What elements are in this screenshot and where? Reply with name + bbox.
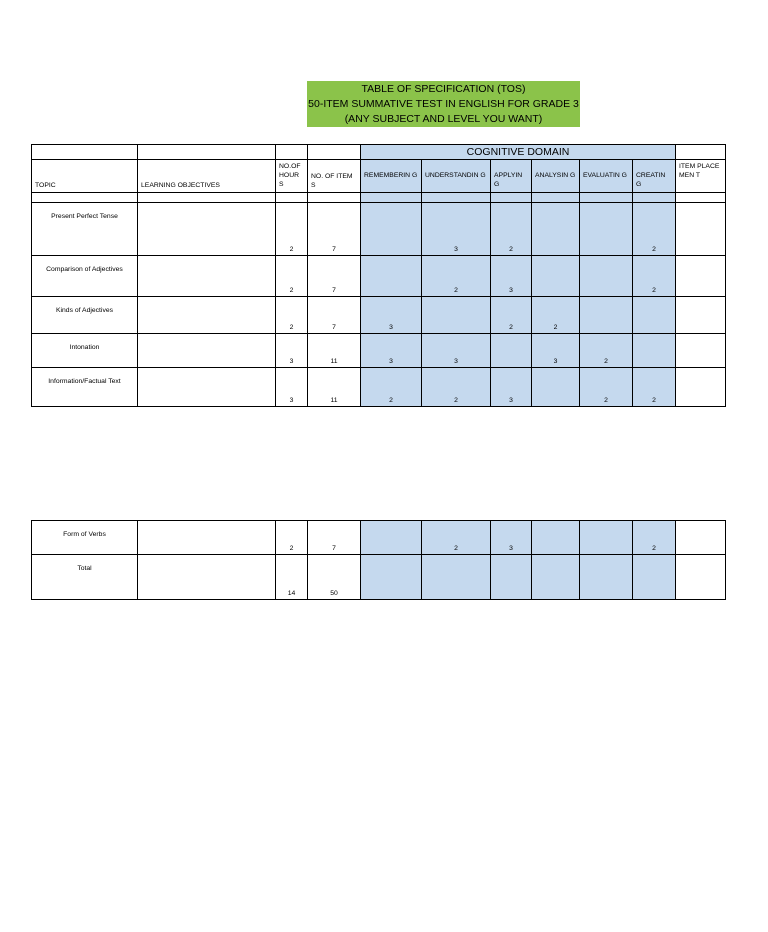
items-cell: 11 [308,368,361,407]
evaluating-cell [580,521,633,555]
items-cell: 7 [308,297,361,334]
table-row [32,203,726,256]
analysing-header: ANALYSIN G [532,160,580,193]
header-blank-cell [308,145,361,160]
evaluating-header: EVALUATIN G [580,160,633,193]
understanding-cell: 2 [422,368,491,407]
spacer-cell [633,193,676,203]
title-line-1: TABLE OF SPECIFICATION (TOS) [361,82,526,95]
hours-cell: 2 [276,521,308,555]
topic-cell: Information/Factual Text [32,368,138,407]
remembering-cell: 3 [361,334,422,368]
applying-header: APPLYIN G [491,160,532,193]
understanding-cell: 2 [422,256,491,297]
objective-cell [138,297,276,334]
remembering-cell: 3 [361,297,422,334]
remembering-cell [361,521,422,555]
objective-cell [138,555,276,600]
item-placement-header: ITEM PLACEMEN T [676,160,726,193]
understanding-header: UNDERSTANDIN G [422,160,491,193]
applying-cell: 3 [491,521,532,555]
creating-header: CREATIN G [633,160,676,193]
evaluating-cell [580,297,633,334]
creating-cell [633,555,676,600]
tos-table-continued [31,520,726,600]
hours-header: NO.OF HOUR S [276,160,308,193]
remembering-header: REMEMBERIN G [361,160,422,193]
understanding-cell: 3 [422,203,491,256]
header-blank-cell [276,145,308,160]
remembering-cell [361,256,422,297]
spacer-cell [361,193,422,203]
items-header: NO. OF ITEMS [308,160,361,193]
analysing-cell: 2 [532,297,580,334]
evaluating-cell [580,203,633,256]
objective-cell [138,368,276,407]
spacer-cell [580,193,633,203]
analysing-cell [532,203,580,256]
spacer-cell [532,193,580,203]
objective-cell [138,521,276,555]
spacer-cell [676,193,726,203]
spacer-cell [491,193,532,203]
item-placement-cell [676,297,726,334]
creating-cell [633,334,676,368]
title-line-3: (ANY SUBJECT AND LEVEL YOU WANT) [344,112,543,125]
header-blank-cell [676,145,726,160]
applying-cell [491,334,532,368]
learning-objectives-header: LEARNING OBJECTIVES [138,160,276,193]
item-placement-cell [676,555,726,600]
analysing-cell [532,256,580,297]
spacer-cell [32,193,138,203]
spacer-cell [422,193,491,203]
evaluating-cell [580,256,633,297]
topic-cell: Comparison of Adjectives [32,256,138,297]
analysing-cell [532,555,580,600]
item-placement-cell [676,521,726,555]
understanding-cell: 2 [422,521,491,555]
table-row [32,334,726,368]
spacer-cell [308,193,361,203]
header-blank-cell [32,145,138,160]
creating-cell: 2 [633,256,676,297]
understanding-cell [422,297,491,334]
objective-cell [138,256,276,297]
topic-cell: Total [32,555,138,600]
applying-cell: 2 [491,203,532,256]
items-cell: 7 [308,256,361,297]
table-row [32,555,726,600]
applying-cell [491,555,532,600]
hours-cell: 14 [276,555,308,600]
tos-table [31,144,726,407]
applying-cell: 3 [491,256,532,297]
objective-cell [138,203,276,256]
remembering-cell: 2 [361,368,422,407]
applying-cell: 3 [491,368,532,407]
table-row [32,256,726,297]
remembering-cell [361,203,422,256]
items-cell: 50 [308,555,361,600]
evaluating-cell: 2 [580,334,633,368]
cognitive-domain-header: COGNITIVE DOMAIN [361,145,676,160]
understanding-cell [422,555,491,600]
items-cell: 7 [308,203,361,256]
creating-cell: 2 [633,521,676,555]
table-row [32,521,726,555]
item-placement-cell [676,334,726,368]
topic-header: TOPIC [32,160,138,193]
hours-cell: 3 [276,368,308,407]
item-placement-cell [676,203,726,256]
item-placement-cell [676,368,726,407]
evaluating-cell: 2 [580,368,633,407]
table-row [32,297,726,334]
topic-cell: Present Perfect Tense [32,203,138,256]
hours-cell: 2 [276,297,308,334]
title-box [307,81,580,127]
applying-cell: 2 [491,297,532,334]
items-cell: 11 [308,334,361,368]
creating-cell [633,297,676,334]
topic-cell: Form of Verbs [32,521,138,555]
hours-cell: 2 [276,203,308,256]
objective-cell [138,334,276,368]
spacer-cell [138,193,276,203]
creating-cell: 2 [633,203,676,256]
hours-cell: 3 [276,334,308,368]
analysing-cell [532,368,580,407]
evaluating-cell [580,555,633,600]
topic-cell: Intonation [32,334,138,368]
spacer-cell [276,193,308,203]
understanding-cell: 3 [422,334,491,368]
analysing-cell: 3 [532,334,580,368]
title-line-2: 50-ITEM SUMMATIVE TEST IN ENGLISH FOR GRADE 3 [308,97,579,110]
remembering-cell [361,555,422,600]
header-blank-cell [138,145,276,160]
table-row [32,368,726,407]
creating-cell: 2 [633,368,676,407]
item-placement-cell [676,256,726,297]
analysing-cell [532,521,580,555]
hours-cell: 2 [276,256,308,297]
topic-cell: Kinds of Adjectives [32,297,138,334]
items-cell: 7 [308,521,361,555]
